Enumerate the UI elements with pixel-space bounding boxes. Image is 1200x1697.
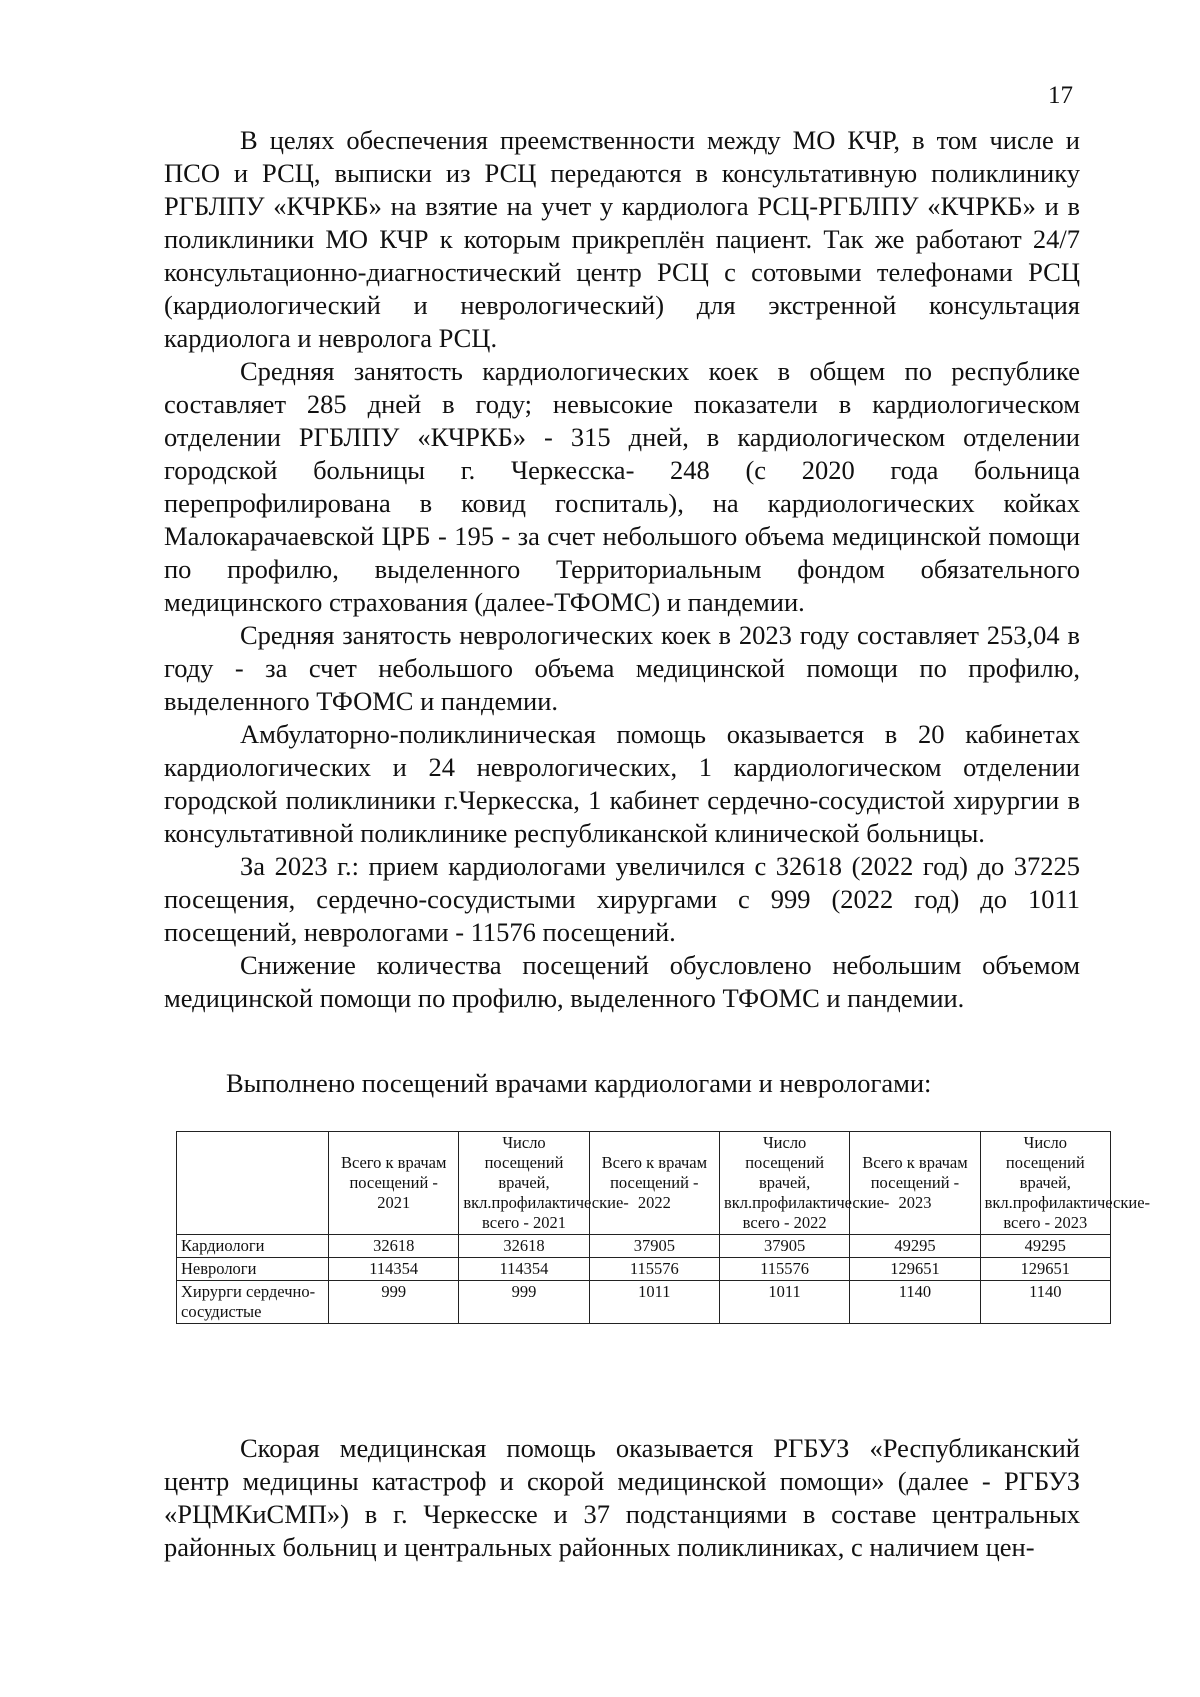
- paragraph: Снижение количества посещений обусловлено небольшим объемом медицинской помощи по профилю, выделенного ТФОМС и пандемии.: [164, 950, 1080, 1013]
- body-text-top: [164, 124, 1080, 1015]
- paragraph: Средняя занятость кардиологических коек в общем по республике составляет 285 дней в году; невысокие показатели в кардиологическом отделении РГБЛПУ «КЧРКБ» - 315 дней, в кардиологическом отделении городской больницы г. Черкесска- 248 (с 2020 года больница перепрофилирована в ковид госпиталь), на кардиологических койках Малокарачаевской ЦРБ - 195 - за счет небольшого объема медицинской помощи по профилю, выделенного Территориальным фондом обязательного медицинского страхования (далее-ТФОМС) и пандемии.: [164, 356, 1080, 617]
- table-header-cell: Число посещений врачей, вкл.профилактические-всего - 2023: [980, 1132, 1110, 1235]
- table-cell: 999: [459, 1281, 589, 1324]
- table-row: [177, 1235, 1111, 1258]
- table-cell: 115576: [719, 1258, 849, 1281]
- table-header-cell: Всего к врачам посещений - 2023: [850, 1132, 980, 1235]
- table-row: [177, 1281, 1111, 1324]
- table-cell: 114354: [329, 1258, 459, 1281]
- table-row-label: Хирурги сердечно-сосудистые: [177, 1281, 329, 1324]
- paragraph: В целях обеспечения преемственности между МО КЧР, в том числе и ПСО и РСЦ, выписки из РСЦ передаются в консультативную поликлинику РГБЛПУ «КЧРКБ» на взятие на учет у кардиолога РСЦ-РГБЛПУ «КЧРКБ» и в поликлиники МО КЧР к которым прикреплён пациент. Так же работают 24/7 консультационно-диагностический центр РСЦ с сотовыми телефонами РСЦ (кардиологический и неврологический) для экстренной консультация кардиолога и невролога РСЦ.: [164, 125, 1080, 353]
- table-cell: 1011: [719, 1281, 849, 1324]
- table-cell: 1140: [980, 1281, 1110, 1324]
- paragraph: Скорая медицинская помощь оказывается РГБУЗ «Республиканский центр медицины катастроф и скорой медицинской помощи» (далее - РГБУЗ «РЦМКиСМП») в г. Черкесске и 37 подстанциями в составе центральных районных больниц и центральных районных поликлиниках, с наличием цен-: [164, 1433, 1080, 1562]
- table-header-row: [177, 1132, 1111, 1235]
- table-cell: 129651: [850, 1258, 980, 1281]
- table-row-label: Неврологи: [177, 1258, 329, 1281]
- table-cell: 115576: [589, 1258, 719, 1281]
- table-header-cell: [177, 1132, 329, 1235]
- page-number: 17: [1048, 82, 1073, 109]
- table-header-cell: Всего к врачам посещений - 2022: [589, 1132, 719, 1235]
- table-cell: 32618: [459, 1235, 589, 1258]
- table-cell: 49295: [850, 1235, 980, 1258]
- paragraph: Амбулаторно-поликлиническая помощь оказывается в 20 кабинетах кардиологических и 24 неврологических, 1 кардиологическом отделении городской поликлиники г.Черкесска, 1 кабинет сердечно-сосудистой хирургии в консультативной поликлинике республиканской клинической больницы.: [164, 719, 1080, 848]
- visits-table: [176, 1131, 1151, 1324]
- paragraph: Средняя занятость неврологических коек в 2023 году составляет 253,04 в году - за счет небольшого объема медицинской помощи по профилю, выделенного ТФОМС и пандемии.: [164, 620, 1080, 716]
- table-caption: Выполнено посещений врачами кардиологами и неврологами:: [226, 1068, 932, 1098]
- table-header-cell: Число посещений врачей, вкл.профилактические-всего - 2022: [719, 1132, 849, 1235]
- table-cell: 1140: [850, 1281, 980, 1324]
- table-cell: 999: [329, 1281, 459, 1324]
- table-cell: 49295: [980, 1235, 1110, 1258]
- table-header-cell: Число посещений врачей, вкл.профилактические- всего - 2021: [459, 1132, 589, 1235]
- table-header-cell: Всего к врачам посещений - 2021: [329, 1132, 459, 1235]
- table-cell: 37905: [589, 1235, 719, 1258]
- table-row-label: Кардиологи: [177, 1235, 329, 1258]
- paragraph: За 2023 г.: прием кардиологами увеличился с 32618 (2022 год) до 37225 посещения, сердечно-сосудистыми хирургами с 999 (2022 год) до 1011 посещений, неврологами - 11576 посещений.: [164, 851, 1080, 947]
- table-row: [177, 1258, 1111, 1281]
- body-text-bottom: [164, 1432, 1080, 1564]
- table-cell: 129651: [980, 1258, 1110, 1281]
- table-cell: 1011: [589, 1281, 719, 1324]
- table-cell: 37905: [719, 1235, 849, 1258]
- table-cell: 32618: [329, 1235, 459, 1258]
- table-cell: 114354: [459, 1258, 589, 1281]
